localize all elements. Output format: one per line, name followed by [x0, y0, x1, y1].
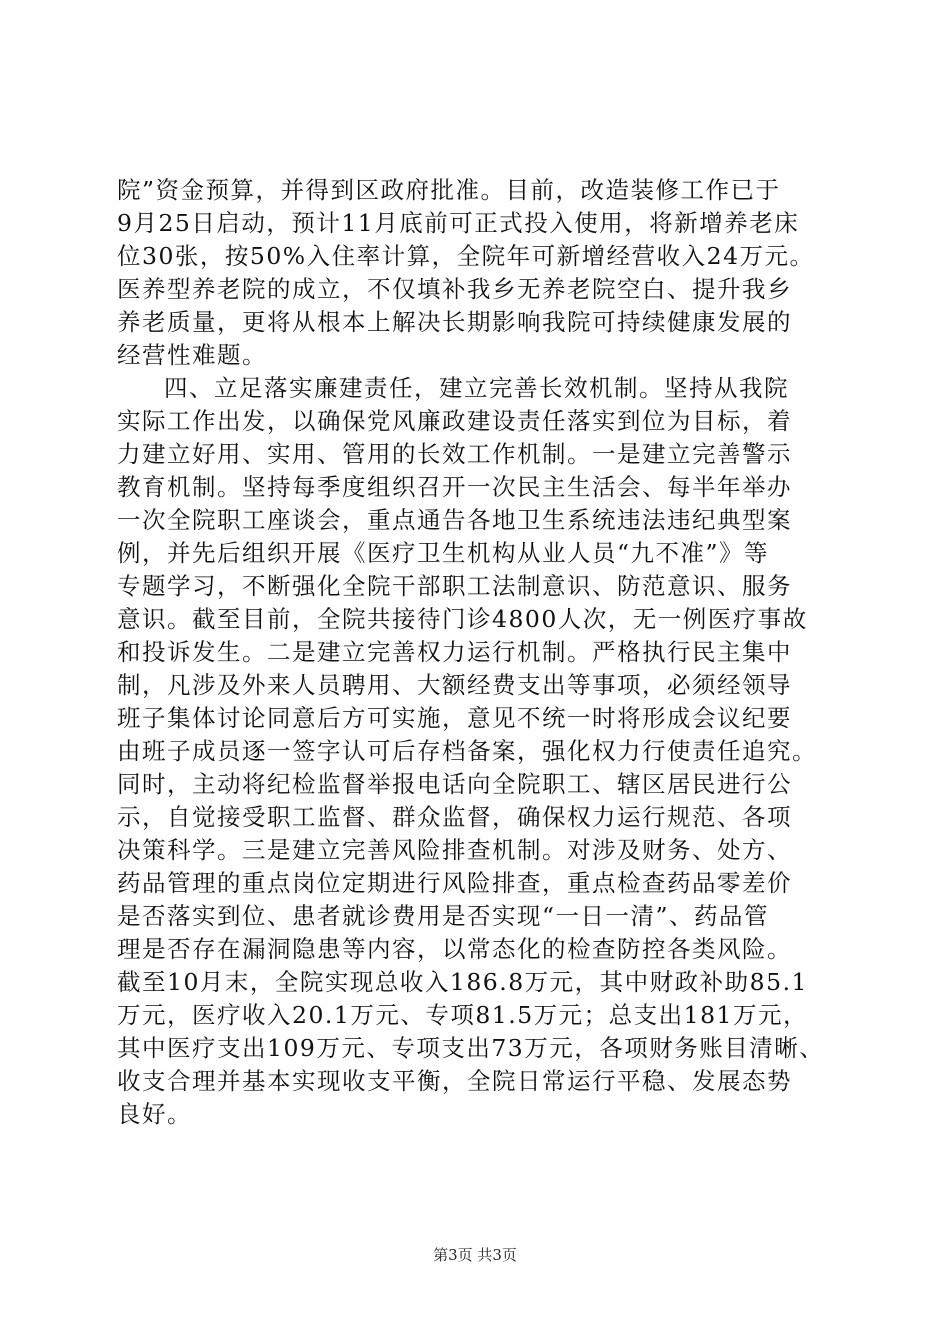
text-line: 同时，主动将纪检监督举报电话向全院职工、辖区居民进行公 [117, 770, 792, 798]
text-line: 医养型养老院的成立，不仅填补我乡无养老院空白、提升我乡 [117, 275, 792, 303]
text-line: 由班子成员逐一签字认可后存档备案，强化权力行使责任追究。 [117, 737, 817, 765]
page-number-label: 第3页 共3页 [433, 1246, 517, 1264]
text-line: 教育机制。坚持每季度组织召开一次民主生活会、每半年举办 [117, 473, 792, 501]
body-text [117, 174, 837, 1131]
text-line: 力建立好用、实用、管用的长效工作机制。一是建立完善警示 [117, 440, 792, 468]
text-line: 制，凡涉及外来人员聘用、大额经费支出等事项，必须经领导 [117, 671, 792, 699]
text-line: 万元，医疗收入20.1万元、专项81.5万元；总支出181万元， [117, 1001, 809, 1029]
text-line: 是否落实到位、患者就诊费用是否实现“一日一清”、药品管 [117, 902, 770, 930]
text-line: 班子集体讨论同意后方可实施，意见不统一时将形成会议纪要 [117, 704, 792, 732]
text-line: 一次全院职工座谈会，重点通告各地卫生系统违法违纪典型案 [117, 506, 792, 534]
text-line: 例，并先后组织开展《医疗卫生机构从业人员“九不准”》等 [117, 539, 770, 567]
text-line: 决策科学。三是建立完善风险排查机制。对涉及财务、处方、 [117, 836, 792, 864]
text-line: 截至10月末，全院实现总收入186.8万元，其中财政补助85.1 [117, 968, 809, 996]
text-line: 院”资金预算，并得到区政府批准。目前，改造装修工作已于 [117, 176, 781, 204]
text-line: 药品管理的重点岗位定期进行风险排查，重点检查药品零差价 [117, 869, 792, 897]
text-line: 示，自觉接受职工监督、群众监督，确保权力运行规范、各项 [117, 803, 792, 831]
text-line: 经营性难题。 [117, 341, 267, 369]
paragraph-start-line: 四、立足落实廉建责任，建立完善长效机制。坚持从我院 [164, 374, 789, 402]
text-line: 良好。 [117, 1100, 192, 1128]
text-line: 实际工作出发，以确保党风廉政建设责任落实到位为目标，着 [117, 407, 792, 435]
text-line: 9月25日启动，预计11月底前可正式投入使用，将新增养老床 [117, 209, 800, 237]
text-line: 和投诉发生。二是建立完善权力运行机制。严格执行民主集中 [117, 638, 792, 666]
text-line: 专题学习，不断强化全院干部职工法制意识、防范意识、服务 [117, 572, 792, 600]
text-line: 收支合理并基本实现收支平衡，全院日常运行平稳、发展态势 [117, 1067, 792, 1095]
text-line: 养老质量，更将从根本上解决长期影响我院可持续健康发展的 [117, 308, 792, 336]
text-line: 位30张，按50%入住率计算，全院年可新增经营收入24万元。 [117, 242, 815, 270]
text-line: 理是否存在漏洞隐患等内容，以常态化的检查防控各类风险。 [117, 935, 792, 963]
text-line: 意识。截至目前，全院共接待门诊4800人次，无一例医疗事故 [117, 605, 808, 633]
text-line: 其中医疗支出109万元、专项支出73万元，各项财务账目清晰、 [117, 1034, 825, 1062]
page-footer [0, 1244, 950, 1265]
